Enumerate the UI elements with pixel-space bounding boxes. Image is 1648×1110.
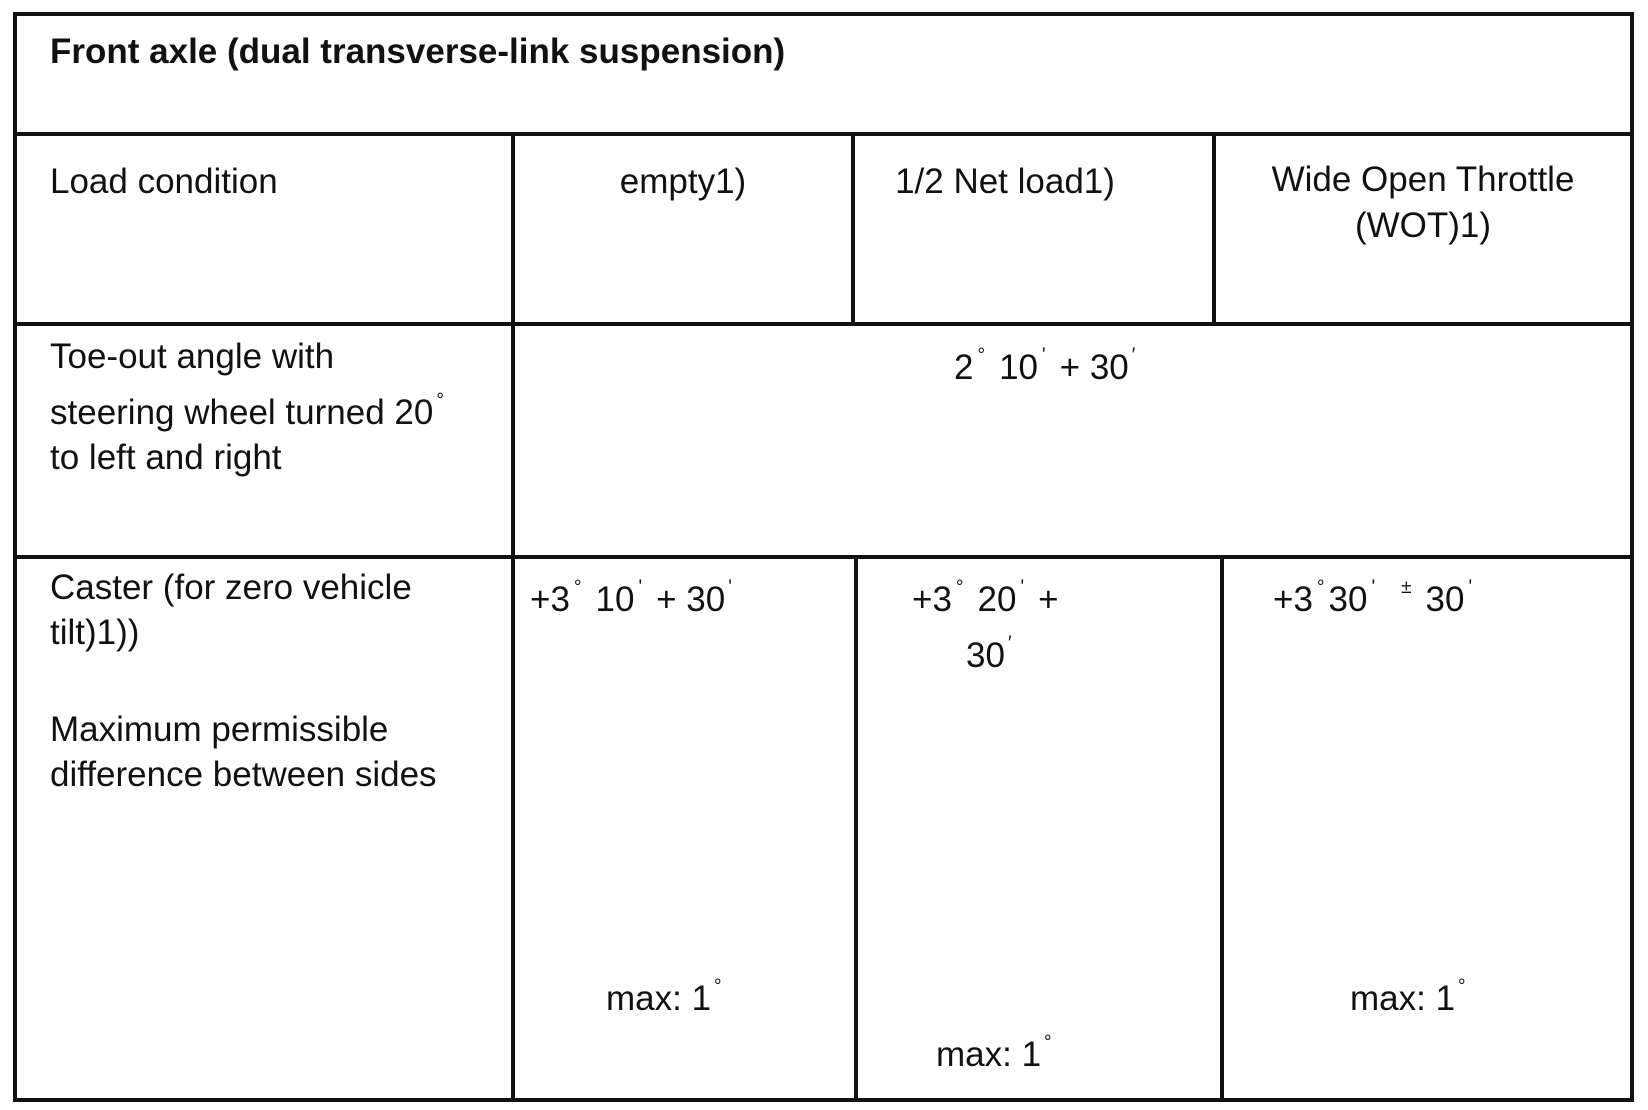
toe-out-label-line2: steering wheel turned 20 ° (50, 390, 444, 432)
toe-out-value: 2 ° 10 ' + 30 ′ (954, 345, 1136, 387)
row-divider-title (13, 132, 1634, 136)
caster-diff-line1: Maximum permissible (50, 710, 389, 749)
table-border-bottom (13, 1098, 1634, 1102)
minute-symbol: ' (1042, 345, 1046, 366)
minute-symbol: ' (1371, 577, 1376, 598)
table-title: Front axle (dual transverse-link suspension) (50, 32, 786, 71)
degree-symbol: ° (977, 345, 986, 366)
prime-symbol: ′ (1007, 633, 1012, 654)
plus-minus-symbol: ± (1401, 577, 1412, 598)
minute-symbol: ' (728, 577, 732, 598)
caster-half-load-max: max: 1 ° (936, 1032, 1052, 1074)
table-border-right (1630, 12, 1634, 1102)
degree-symbol: ° (1458, 976, 1466, 997)
caster-empty-max: max: 1 ° (606, 976, 722, 1018)
col-divider-3-caster (1220, 555, 1224, 1102)
caster-empty-value: +3 ° 10 ' + 30 ' (530, 577, 732, 619)
caster-diff-line2: difference between sides (50, 755, 437, 794)
caster-half-load-value: +3 ° 20 ' + (912, 577, 1059, 619)
table-border-left (13, 12, 17, 1102)
minute-symbol: ' (1468, 577, 1473, 598)
degree-symbol: ° (436, 390, 444, 411)
toe-out-label-line3: to left and right (50, 438, 282, 477)
caster-wot-value: +3 ° 30 ' ± 30 ' (1273, 577, 1473, 619)
row-divider-toe (13, 555, 1634, 559)
toe-out-label-line1: Toe-out angle with (50, 337, 335, 376)
load-condition-label: Load condition (50, 162, 278, 201)
degree-symbol: ° (714, 976, 722, 997)
caster-half-load-value-line2: 30 ′ (966, 633, 1012, 675)
col-divider-2-caster (854, 555, 858, 1102)
minute-symbol: ' (638, 577, 643, 598)
column-half-load: 1/2 Net load1) (895, 162, 1115, 201)
column-wot-line2: (WOT)1) (1354, 206, 1492, 245)
col-divider-1 (511, 132, 515, 1102)
degree-symbol: ° (955, 577, 964, 598)
degree-symbol: ° (1044, 1032, 1052, 1053)
caster-label-line1: Caster (for zero vehicle (50, 568, 412, 607)
column-wot-line1: Wide Open Throttle (1271, 160, 1575, 199)
degree-symbol: ° (1316, 577, 1325, 598)
row-divider-header (13, 322, 1634, 326)
caster-wot-max: max: 1 ° (1350, 976, 1466, 1018)
table-border-top (13, 12, 1634, 16)
minute-symbol: ' (1020, 577, 1025, 598)
column-empty: empty1) (619, 162, 747, 201)
caster-label-line2: tilt)1)) (50, 613, 140, 652)
degree-symbol: ° (573, 577, 582, 598)
prime-symbol: ′ (1131, 345, 1136, 366)
